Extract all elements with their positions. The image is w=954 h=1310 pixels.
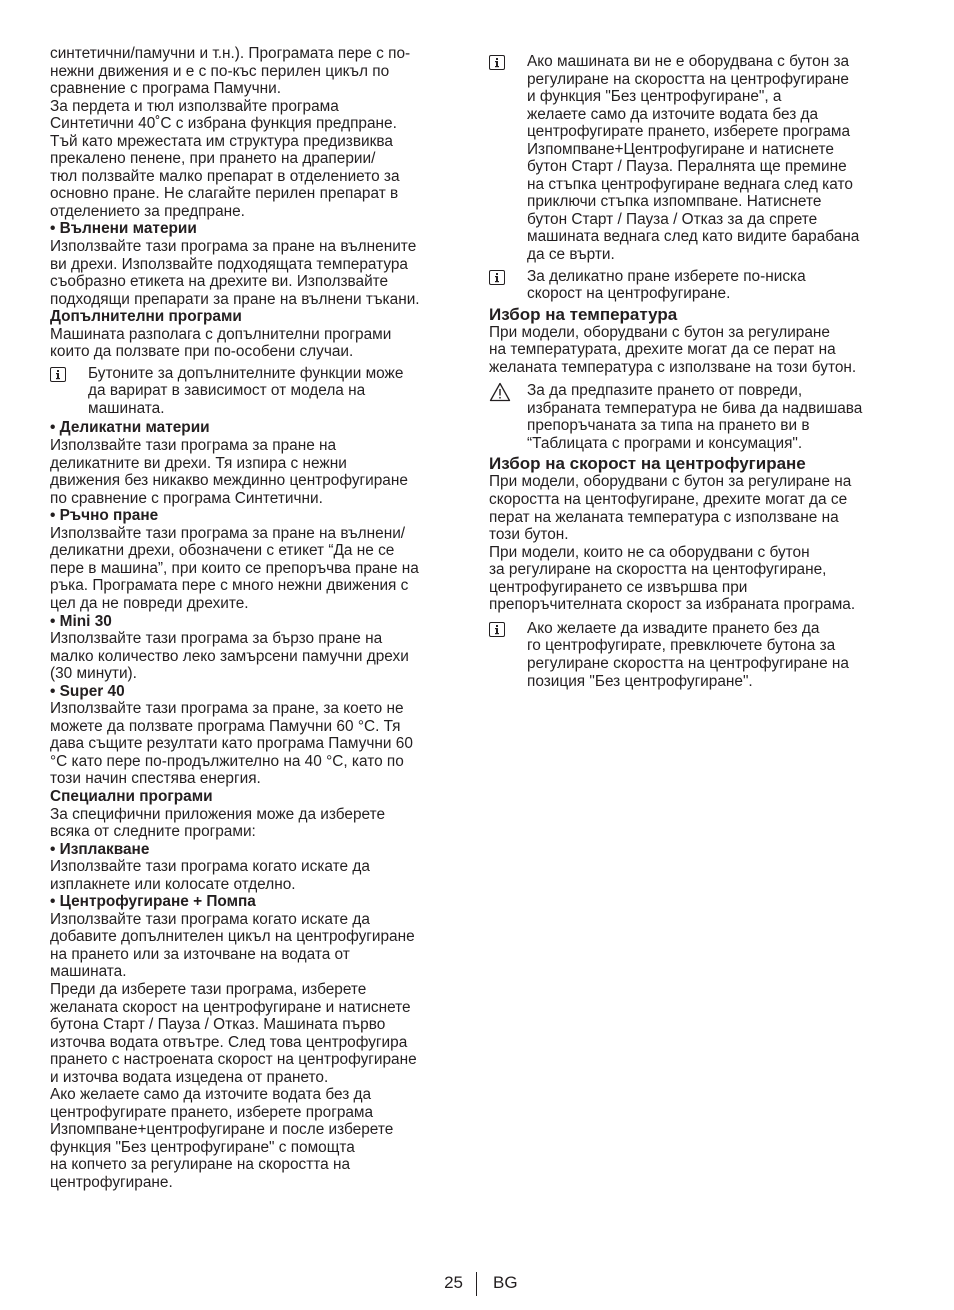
warning-icon <box>489 382 511 402</box>
hand-wash-heading: • Ръчно пране <box>50 507 159 525</box>
spin-speed-text: При модели, оборудвани с бутон за регулиране на скоростта на центофугиране, дрехите могат да се перат на желаната температура с използване на този бутон. При модели, които не са оборудвани с бутон за регулиране на скоростта на центофугиране, центрофугирането се извършва при препоръчителната скорост за избраната програма. <box>489 473 856 614</box>
spin-pump-text: Използвайте тази програма когато искате да добавите допълнителен цикъл на центрофугиране на прането или за източване на водата от машината. Преди да изберете тази програма, изберете желаната скорост на центрофугиране и натиснете бутона Старт / Пауза / Отказ. Машината първо източва водата отвътре. След това центрофугира прането с настроената скорост на центрофугиране и източва водата изцедена от прането. Ако желаете само да източите водата без да центрофугирате прането, изберете програма Изпомпване+центрофугиране и после изберете функция "Без центрофугиране" с помощта на копчето за регулиране на скоростта на центрофугиране. <box>50 910 417 1191</box>
info-note-text: За деликатно пране изберете по-ниска скорост на центрофугиране. <box>527 267 806 303</box>
page-number: 25 <box>444 1273 463 1292</box>
wool-text: Използвайте тази програма за пране на вълнените ви дрехи. Използвайте подходящата температура съобразно етикета на дрехите ви. Използвайте подходящи препарати за пране на вълнени тъкани. <box>50 238 420 308</box>
info-icon <box>489 622 505 637</box>
warning-note-text: За да предпазите прането от повреди, избраната температура не бива да надвишава препоръчаната за типа на прането ви в “Таблицата с програми и консумация". <box>527 382 863 452</box>
special-programs-heading: Специални програми <box>50 787 213 805</box>
intro-paragraph: синтетични/памучни и т.н.). Програмата пере с по- нежни движения и е с по-къс перилен цикъл по сравнение с програма Памучни. За пердета и тюл използвайте програма Синтетични 40˚C с избрана функция предпране. Тъй като мрежестата им структура предизвиква прекалено пенене, при прането на драперии/ тюл ползвайте малко препарат в отделението за основно пране. Не слагайте перилен препарат в отделението за предпране. <box>50 45 411 220</box>
extra-programs-heading: Допълнителни програми <box>50 308 242 326</box>
left-column <box>50 45 462 1192</box>
temperature-text: При модели, оборудвани с бутон за регулиране на температурата, дрехите могат да се перат на желаната температура с използване на този бутон. <box>489 323 857 376</box>
footer-divider <box>476 1272 477 1296</box>
info-note <box>489 53 903 264</box>
super40-heading: • Super 40 <box>50 682 125 700</box>
extra-programs-text: Машината разполага с допълнителни програми които да ползвате при по-особени случаи. <box>50 325 392 361</box>
page-footer <box>0 1272 954 1296</box>
spin-pump-heading: • Центрофугиране + Помпа <box>50 893 256 911</box>
spin-speed-heading: Избор на скорост на центрофугиране <box>489 454 806 474</box>
delicate-heading: • Деликатни материи <box>50 419 210 437</box>
info-note <box>489 268 903 303</box>
right-column <box>489 45 903 692</box>
info-note <box>489 620 903 690</box>
rinse-text: Използвайте тази програма когато искате да изплакнете или колосате отделно. <box>50 858 370 893</box>
language-code: BG <box>493 1273 518 1292</box>
rinse-heading: • Изплакване <box>50 840 150 858</box>
wool-heading: • Вълнени материи <box>50 220 197 238</box>
mini30-heading: • Mini 30 <box>50 612 112 630</box>
warning-note <box>489 382 903 452</box>
info-note-text: Ако желаете да извадите прането без да го центрофугирате, превключете бутона за регулиране скоростта на центрофугиране на позиция "Без центрофугиране". <box>527 619 849 690</box>
super40-text: Използвайте тази програма за пране, за което не можете да ползвате програма Памучни 60 °C. Тя дава същите резултати като програма Памучни 60 °C като пере по-продължително на 40 °C, като по този начин спестява енергия. <box>50 700 413 788</box>
info-icon <box>489 270 505 285</box>
info-icon <box>489 55 505 70</box>
info-note <box>50 365 462 418</box>
info-icon <box>50 367 66 382</box>
temperature-heading: Избор на температура <box>489 304 678 324</box>
hand-wash-text: Използвайте тази програма за пране на вълнени/ деликатни дрехи, обозначени с етикет “Да не се пере в машина”, при които се препоръчва пране на ръка. Програмата пере с много нежни движения с цел да не повреди дрехите. <box>50 524 419 612</box>
info-note-text: Бутоните за допълнителните функции може да варират в зависимост от модела на машината. <box>88 364 404 417</box>
info-note-text: Ако машината ви не е оборудвана с бутон за регулиране на скоростта на центрофугиране и функция "Без центрофугиране", а желаете само да източите водата без да центрофугирате прането, изберете програма Изпомпване+Центрофугиране и натиснете бутон Старт / Пауза. Пералнята ще премине на стъпка центрофугиране веднага след като приключи стъпка изпомпване. Натиснете бутон Старт / Пауза / Отказ за да спрете машината веднага след като видите барабана да се върти. <box>527 53 860 264</box>
special-programs-text: За специфични приложения може да изберете всяка от следните програми: <box>50 805 386 841</box>
mini30-text: Използвайте тази програма за бързо пране на малко количество леко замърсени памучни дрехи (30 минути). <box>50 630 409 683</box>
delicate-text: Използвайте тази програма за пране на деликатните ви дрехи. Тя изпира с нежни движения без никакво междинно центрофугиране по сравнение с програма Синтетични. <box>50 437 408 507</box>
